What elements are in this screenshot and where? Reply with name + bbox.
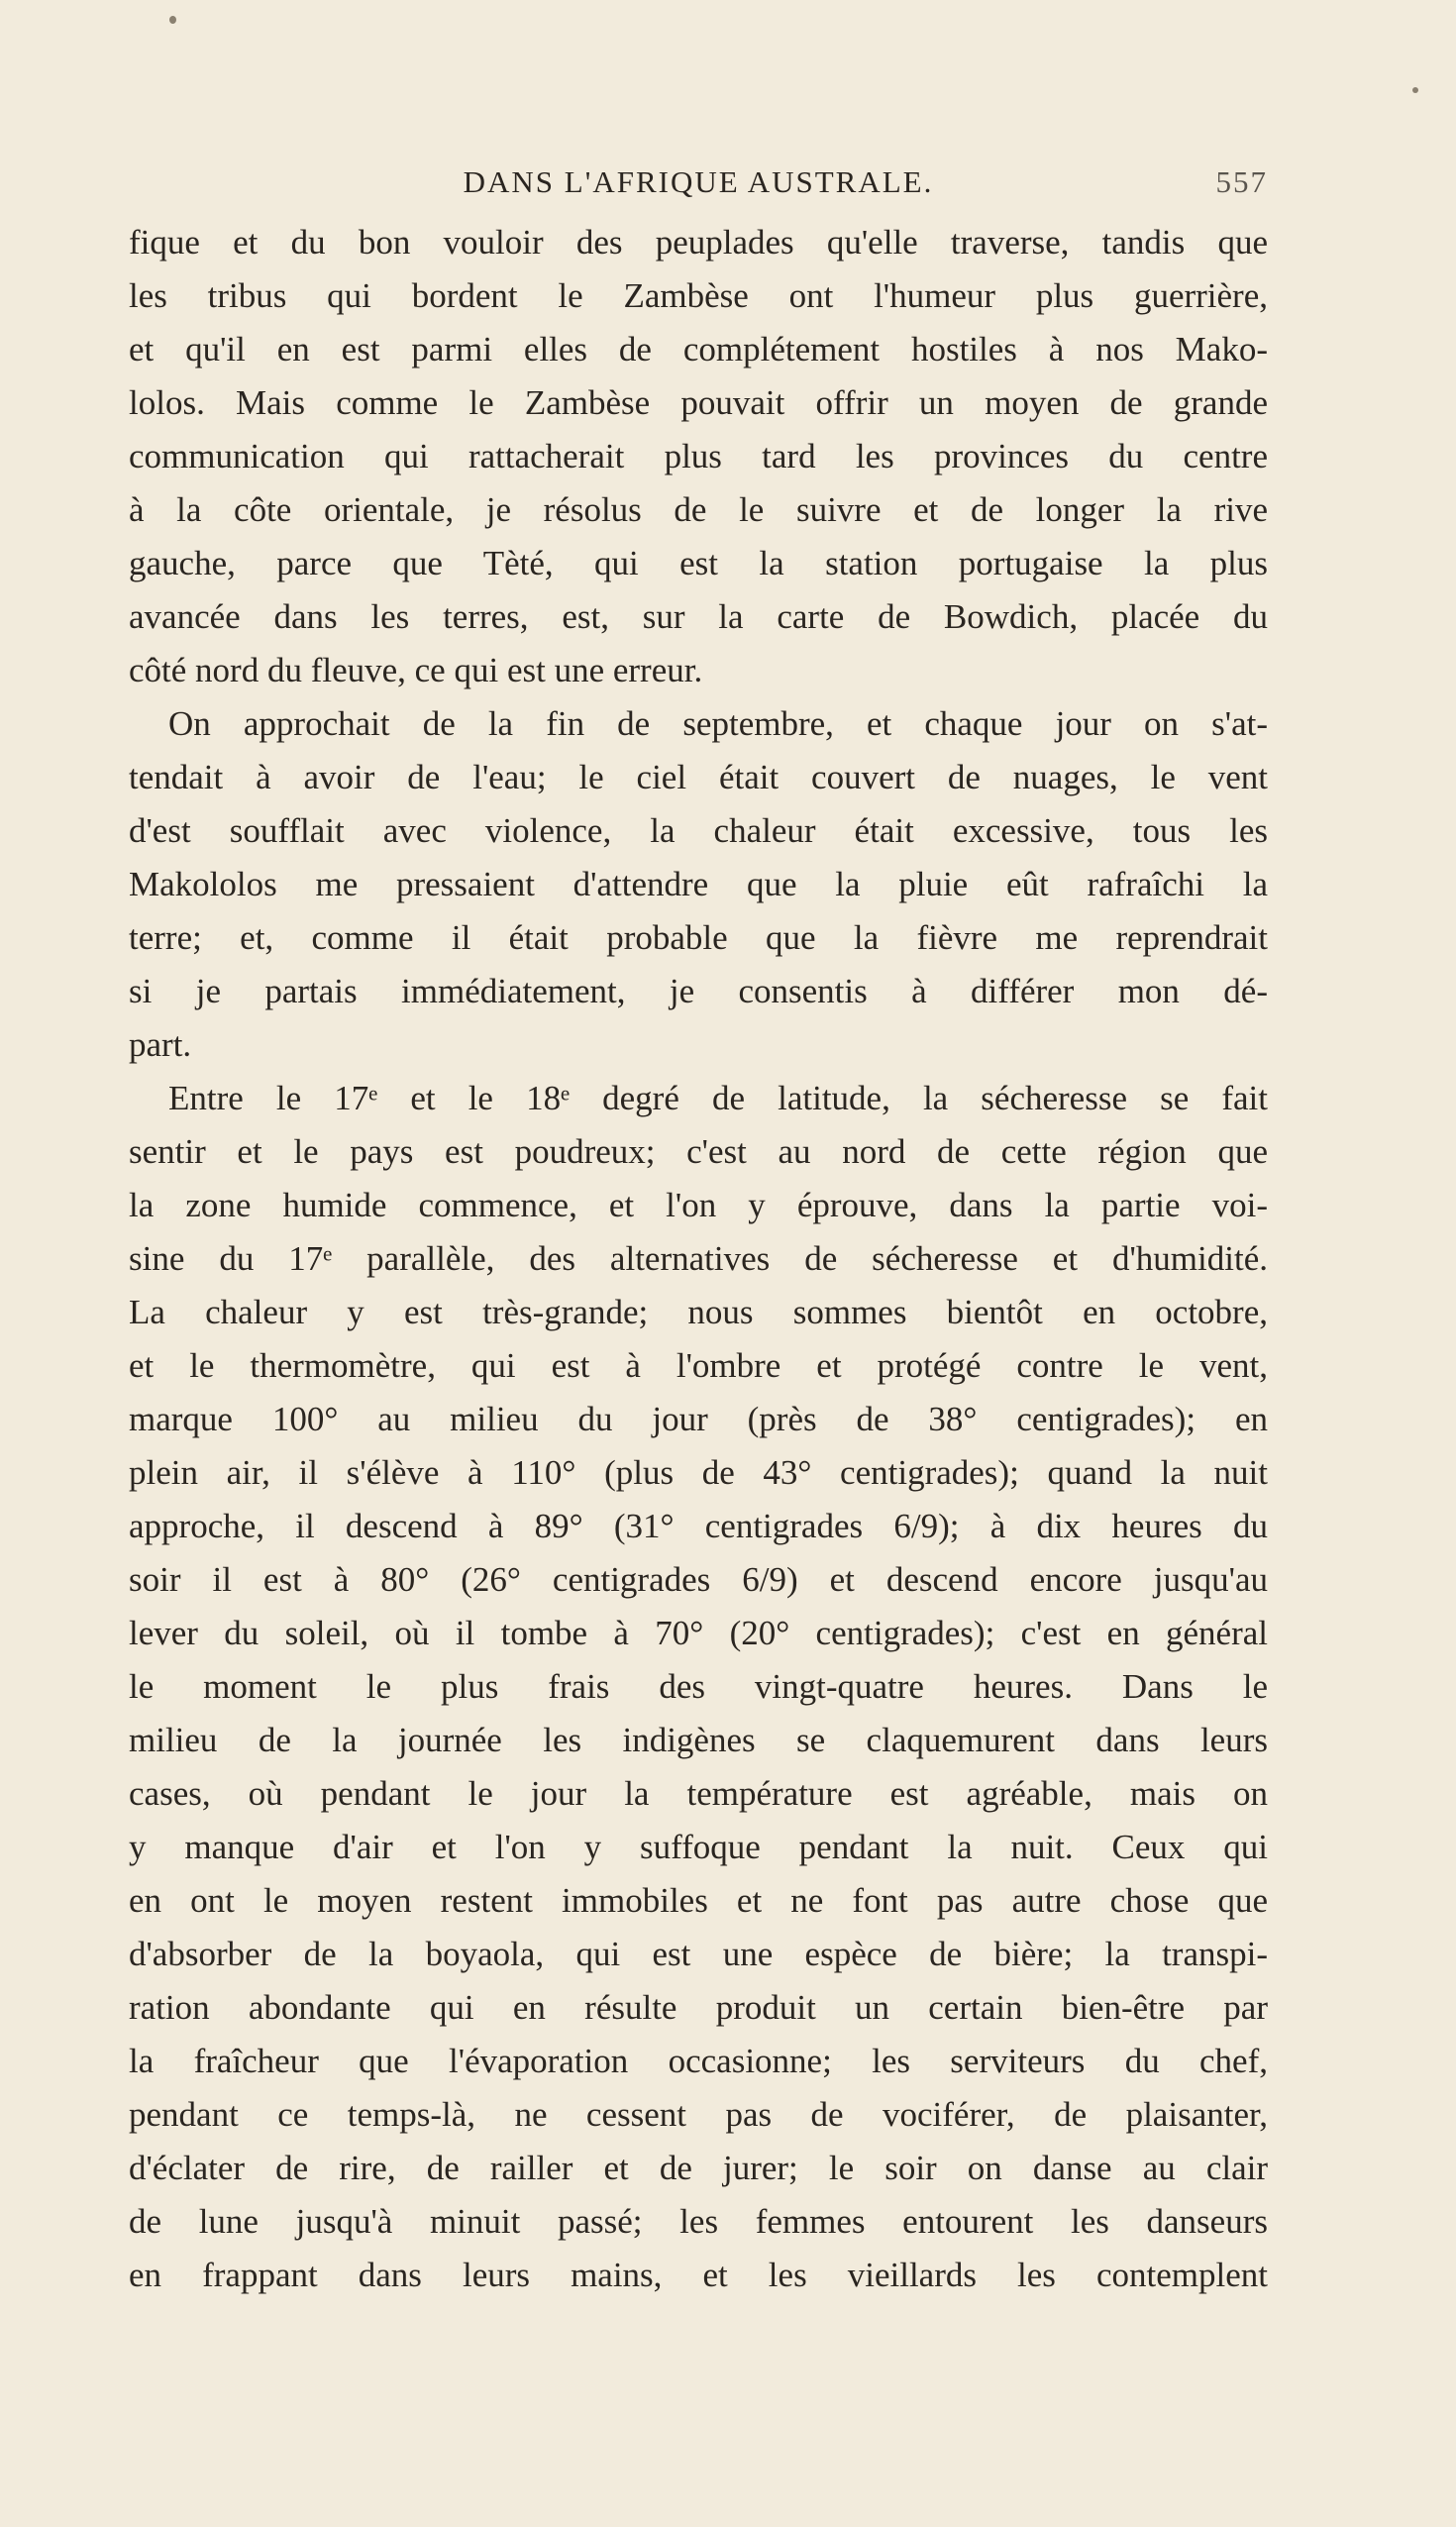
text-line: ration abondante qui en résulte produit un certain bien-être par	[129, 1988, 1268, 2027]
paper-speck	[169, 16, 176, 24]
text-line: lolos. Mais comme le Zambèse pouvait offrir un moyen de grande	[129, 383, 1268, 422]
page-header	[129, 164, 1268, 208]
text-line: et qu'il en est parmi elles de complétement hostiles à nos Mako-	[129, 330, 1268, 369]
text-line: communication qui rattacherait plus tard les provinces du centre	[129, 437, 1268, 475]
running-head: DANS L'AFRIQUE AUSTRALE.	[463, 164, 934, 199]
page-number: 557	[1215, 164, 1268, 199]
text-line: la fraîcheur que l'évaporation occasionne; les serviteurs du chef,	[129, 2042, 1268, 2080]
text-line: tendait à avoir de l'eau; le ciel était couvert de nuages, le vent	[129, 758, 1268, 796]
text-line: et le thermomètre, qui est à l'ombre et protégé contre le vent,	[129, 1346, 1268, 1385]
text-line: milieu de la journée les indigènes se claquemurent dans leurs	[129, 1721, 1268, 1759]
text-line: marque 100° au milieu du jour (près de 38° centigrades); en	[129, 1400, 1268, 1438]
text-line: Makololos me pressaient d'attendre que la pluie eût rafraîchi la	[129, 865, 1268, 903]
text-line: approche, il descend à 89° (31° centigrades 6/9); à dix heures du	[129, 1507, 1268, 1545]
text-line: La chaleur y est très-grande; nous sommes bientôt en octobre,	[129, 1293, 1268, 1331]
text-line: lever du soleil, où il tombe à 70° (20° centigrades); c'est en général	[129, 1614, 1268, 1652]
text-line: Entre le 17ᵉ et le 18ᵉ degré de latitude, la sécheresse se fait	[168, 1079, 1268, 1117]
text-line: le moment le plus frais des vingt-quatre heures. Dans le	[129, 1667, 1268, 1706]
text-line: les tribus qui bordent le Zambèse ont l'humeur plus guerrière,	[129, 276, 1268, 315]
text-line: sentir et le pays est poudreux; c'est au nord de cette région que	[129, 1132, 1268, 1171]
body-text	[129, 216, 1268, 2302]
text-line: soir il est à 80° (26° centigrades 6/9) et descend encore jusqu'au	[129, 1560, 1268, 1599]
text-line: d'est soufflait avec violence, la chaleur était excessive, tous les	[129, 811, 1268, 850]
text-line: en frappant dans leurs mains, et les vieillards les contemplent	[129, 2256, 1268, 2294]
paper-speck	[1412, 87, 1418, 93]
paragraph	[129, 697, 1268, 1072]
paragraph	[129, 216, 1268, 697]
text-line: plein air, il s'élève à 110° (plus de 43° centigrades); quand la nuit	[129, 1453, 1268, 1492]
text-line: à la côte orientale, je résolus de le suivre et de longer la rive	[129, 490, 1268, 529]
text-line: sine du 17ᵉ parallèle, des alternatives de sécheresse et d'humidité.	[129, 1239, 1268, 1278]
text-line: pendant ce temps-là, ne cessent pas de vociférer, de plaisanter,	[129, 2095, 1268, 2134]
text-line: fique et du bon vouloir des peuplades qu'elle traverse, tandis que	[129, 223, 1268, 262]
text-line: de lune jusqu'à minuit passé; les femmes entourent les danseurs	[129, 2202, 1268, 2241]
text-line: y manque d'air et l'on y suffoque pendant la nuit. Ceux qui	[129, 1828, 1268, 1866]
text-line: côté nord du fleuve, ce qui est une erreur.	[129, 651, 703, 689]
text-line: cases, où pendant le jour la température est agréable, mais on	[129, 1774, 1268, 1813]
text-line: On approchait de la fin de septembre, et chaque jour on s'at-	[168, 704, 1268, 743]
text-line: si je partais immédiatement, je consentis à différer mon dé-	[129, 972, 1268, 1010]
paragraph	[129, 1072, 1268, 2302]
text-line: d'éclater de rire, de railler et de jurer; le soir on danse au clair	[129, 2149, 1268, 2187]
text-line: part.	[129, 1025, 192, 1064]
text-line: avancée dans les terres, est, sur la carte de Bowdich, placée du	[129, 597, 1268, 636]
text-line: terre; et, comme il était probable que la fièvre me reprendrait	[129, 918, 1268, 957]
text-line: en ont le moyen restent immobiles et ne font pas autre chose que	[129, 1881, 1268, 1920]
text-line: la zone humide commence, et l'on y éprouve, dans la partie voi-	[129, 1186, 1268, 1224]
text-line: d'absorber de la boyaola, qui est une espèce de bière; la transpi-	[129, 1935, 1268, 1973]
text-line: gauche, parce que Tèté, qui est la station portugaise la plus	[129, 544, 1268, 582]
